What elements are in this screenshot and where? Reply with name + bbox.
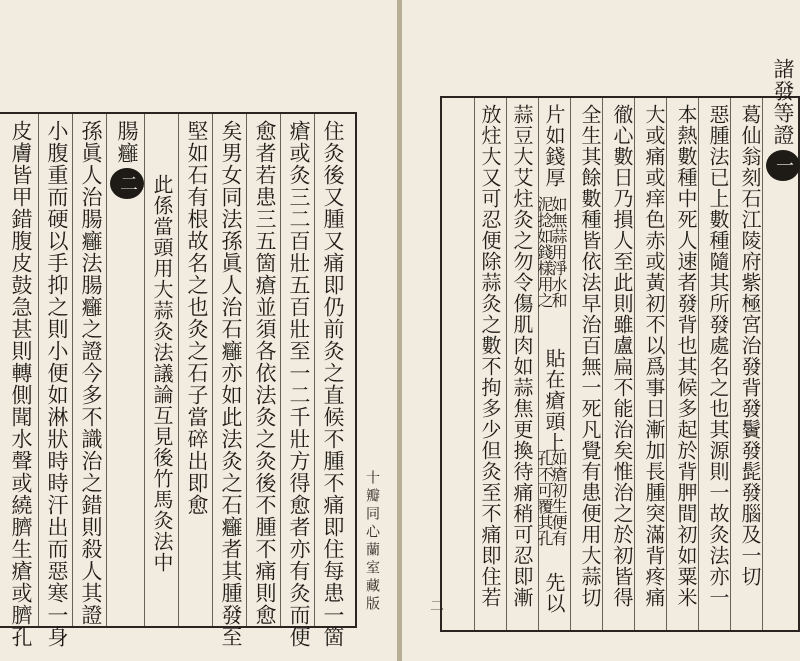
page-number: 二	[428, 598, 444, 616]
right-column-7a: 片如錢厚	[542, 104, 566, 188]
section-title: 腸癰	[115, 120, 139, 164]
left-column-3: 愈者若患三五箇瘡並須各依法灸之灸後不腫不痛則愈	[253, 120, 277, 626]
right-page	[402, 0, 800, 661]
chapter-title: 諸發等證	[771, 58, 795, 146]
left-text-frame	[0, 112, 357, 648]
left-column-4: 矣男女同法孫眞人治石癰亦如此法灸之石癰者其腫發至	[219, 120, 243, 648]
left-column-2: 瘡或灸三二百壯五百壯至一二千壯方得愈者亦有灸而便	[287, 120, 311, 648]
right-column-6: 全生其餘數種皆依法早治百無一死凡覺有患便用大蒜切	[578, 104, 602, 608]
right-column-4: 大或痛或痒色赤或黃初不以爲事日漸加長腫突滿背疼痛	[642, 104, 666, 608]
right-column-2: 惡腫法已上數種隨其所發處名之也其源則一故灸法亦一	[706, 104, 730, 608]
left-page	[0, 0, 398, 661]
section-column-2: 小腹重而硬以手抑之則小便如淋狀時時汗出而惡寒一身	[45, 120, 69, 648]
section-number-badge: 二	[110, 168, 144, 199]
section-heading	[110, 120, 144, 620]
right-heading	[766, 58, 800, 628]
left-column-5: 堅如石有根故名之也灸之石子當碎出即愈	[185, 120, 209, 516]
chapter-number-badge: 一	[766, 150, 800, 181]
right-column-1: 葛仙翁刻石江陵府紫極宮治發背發鬢發髭發腦及一切	[738, 104, 762, 587]
right-column-8: 蒜豆大艾炷灸之勿令傷肌肉如蒜焦更換待痛稍可忍即漸	[510, 104, 534, 608]
small-note-1a: 如無蒜用淨水和	[549, 196, 568, 308]
right-column-5: 徹心數日乃損人至此則雖盧扁不能治矣惟治之於初皆得	[610, 104, 634, 608]
right-column-7b: 貼在瘡頭上	[542, 348, 566, 453]
left-column-6-note: 此係當頭用大蒜灸法議論互見後竹馬灸法中	[150, 174, 174, 573]
right-text-frame	[440, 58, 800, 632]
left-column-1: 住灸後又腫又痛即仍前灸之直候不腫不痛即住每患一箇	[321, 120, 345, 648]
section-column-3: 皮膚皆甲錯腹皮鼓急甚則轉側聞水聲或繞臍生瘡或臍孔	[9, 120, 33, 648]
right-column-3: 本熱數種中死人速者發背也其候多起於背胛間初如粟米	[674, 104, 698, 608]
right-column-7c: 先以	[542, 572, 566, 614]
publisher-imprint: 十瓣同心蘭室藏版	[364, 470, 380, 614]
section-column-1: 孫眞人治腸癰法腸癰之證今多不識治之錯則殺人其證	[79, 120, 103, 626]
small-note-1b: 泥捻如錢樣用之	[535, 196, 554, 308]
small-note-2a: 如瘡初生便有	[549, 450, 568, 546]
small-note-2b: 孔不可覆其孔	[535, 450, 554, 546]
right-column-9: 放炷大又可忍便除蒜灸之數不拘多少但灸至不痛即住若	[478, 104, 502, 608]
